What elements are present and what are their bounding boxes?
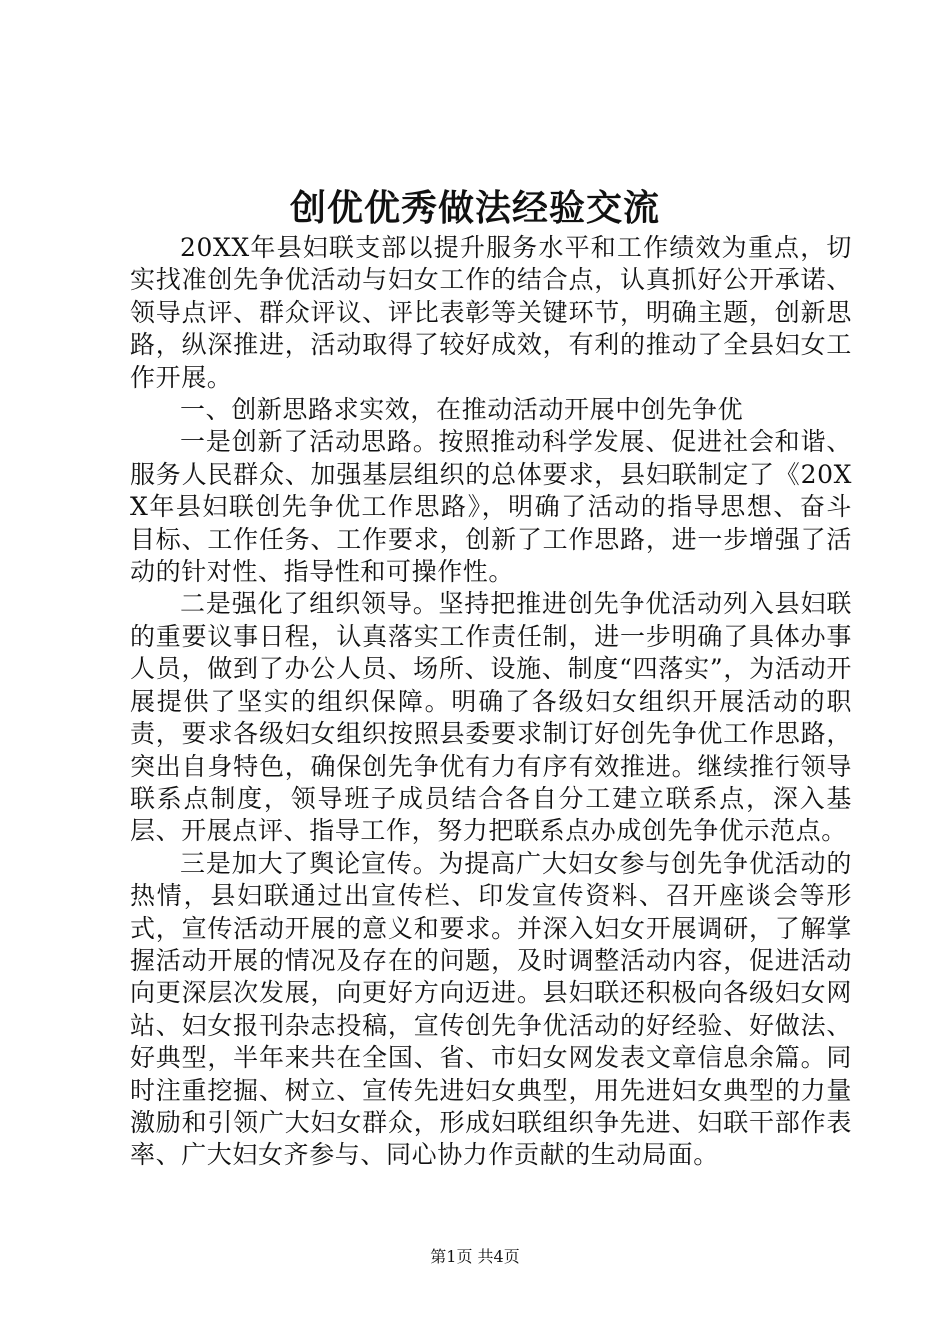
paragraph-item-2: 二是强化了组织领导。坚持把推进创先争优活动列入县妇联的重要议事日程，认真落实工作责任制，进一步明确了具体办事人员，做到了办公人员、场所、设施、制度“四落实”，为活动开展提供了坚实的组织保障。明确了各级妇女组织开展活动的职责，要求各级妇女组织按照县委要求制订好创先争优工作思路，突出自身特色，确保创先争优有力有序有效推进。继续推行领导联系点制度，领导班子成员结合各自分工建立联系点，深入基层、开展点评、指导工作，努力把联系点办成创先争优示范点。: [130, 589, 852, 846]
section-heading-1: 一、创新思路求实效，在推动活动开展中创先争优: [180, 395, 744, 425]
document-body: [130, 232, 852, 1172]
document-title: 创优优秀做法经验交流: [289, 187, 660, 229]
paragraph-intro: 20XX年县妇联支部以提升服务水平和工作绩效为重点，切实找准创先争优活动与妇女工作的结合点，认真抓好公开承诺、领导点评、群众评议、评比表彰等关键环节，明确主题，创新思路，纵深推进，活动取得了较好成效，有利的推动了全县妇女工作开展。: [130, 233, 852, 392]
page-footer: 第1页 共4页: [430, 1247, 520, 1266]
paragraph-item-1: 一是创新了活动思路。按照推动科学发展、促进社会和谐、服务人民群众、加强基层组织的总体要求，县妇联制定了《20XX年县妇联创先争优工作思路》，明确了活动的指导思想、奋斗目标、工作任务、工作要求，创新了工作思路，进一步增强了活动的针对性、指导性和可操作性。: [130, 427, 852, 587]
paragraph-item-3: 三是加大了舆论宣传。为提高广大妇女参与创先争优活动的热情，县妇联通过出宣传栏、印发宣传资料、召开座谈会等形式，宣传活动开展的意义和要求。并深入妇女开展调研，了解掌握活动开展的情况及存在的问题，及时调整活动内容，促进活动向更深层次发展，向更好方向迈进。县妇联还积极向各级妇女网站、妇女报刊杂志投稿，宣传创先争优活动的好经验、好做法、好典型，半年来共在全国、省、市妇女网发表文章信息余篇。同时注重挖掘、树立、宣传先进妇女典型，用先进妇女典型的力量激励和引领广大妇女群众，形成妇联组织争先进、妇联干部作表率、广大妇女齐参与、同心协力作贡献的生动局面。: [130, 848, 852, 1170]
